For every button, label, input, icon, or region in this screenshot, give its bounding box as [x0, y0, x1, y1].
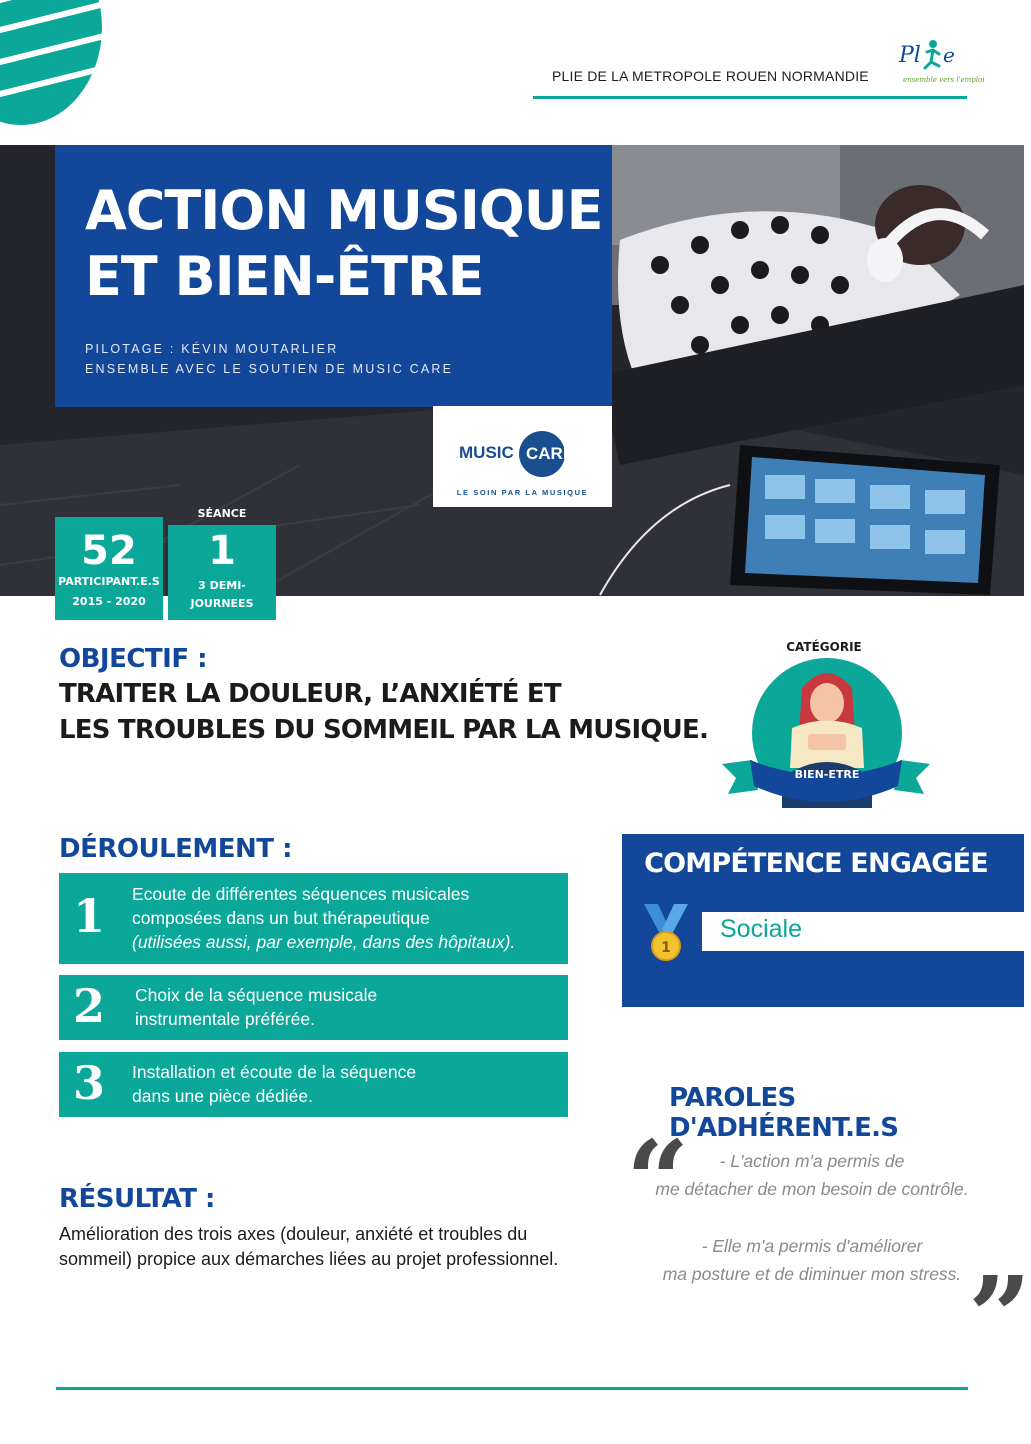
close-quote-icon: ”: [968, 1252, 1031, 1381]
music-care-logo-music: MUSIC: [459, 443, 514, 462]
step-2-line-1: Choix de la séquence musicale: [135, 985, 378, 1005]
deroulement-heading: DÉROULEMENT :: [59, 834, 292, 864]
svg-text:e: e: [943, 43, 955, 67]
medal-icon: [640, 902, 692, 964]
stat-participants-label: PARTICIPANT.E.S: [58, 575, 160, 588]
step-3-line-1: Installation et écoute de la séquence: [132, 1062, 417, 1082]
organization-name: PLIE DE LA METROPOLE ROUEN NORMANDIE: [552, 68, 869, 84]
stat-participants-years: 2015 - 2020: [72, 595, 146, 608]
resultat-text: [59, 1222, 619, 1272]
step-2-number: 2: [73, 979, 106, 1033]
competence-value: Sociale: [720, 915, 802, 943]
open-quote-icon: “: [626, 1116, 690, 1245]
plie-logo: [893, 36, 985, 88]
step-1-line-2: composées dans un but thérapeutique: [132, 908, 430, 928]
stat-seance-caption: SÉANCE: [197, 507, 247, 520]
svg-text:ensemble vers l'emploi: ensemble vers l'emploi: [903, 76, 985, 84]
svg-text:Pl: Pl: [899, 43, 921, 68]
quote-2-line-2: ma posture et de diminuer mon stress.: [662, 1264, 962, 1284]
subtitle-pilotage: PILOTAGE : KÉVIN MOUTARLIER: [85, 342, 339, 356]
subtitle-partner: ENSEMBLE AVEC LE SOUTIEN DE MUSIC CARE: [85, 362, 454, 376]
header-divider: [533, 96, 967, 99]
paroles-heading: PAROLES D'ADHÉRENT.E.S: [669, 1083, 899, 1143]
page-title: [85, 178, 602, 310]
title-line-2: ET BIEN-ÊTRE: [85, 245, 484, 308]
stat-seance-label: 3 DEMI-JOURNEES: [190, 579, 254, 610]
decorative-circle: [0, 0, 102, 125]
stat-participants: [55, 517, 163, 620]
step-1: [59, 873, 568, 964]
step-3-line-2: dans une pièce dédiée.: [132, 1086, 313, 1106]
resultat-heading: RÉSULTAT :: [59, 1184, 215, 1214]
stat-participants-number: 52: [81, 528, 137, 574]
music-care-logo-care: CARE: [526, 444, 575, 463]
step-1-line-3: (utilisées aussi, par exemple, dans des hôpitaux).: [132, 932, 516, 952]
resultat-line-1: Amélioration des trois axes (douleur, anxiété et troubles du: [59, 1224, 528, 1244]
music-care-logo: [433, 406, 612, 507]
resultat-line-2: sommeil) propice aux démarches liées au projet professionnel.: [59, 1249, 559, 1269]
step-1-line-1: Ecoute de différentes séquences musicales: [132, 884, 470, 904]
category-label: CATÉGORIE: [786, 640, 862, 654]
quote-1-line-2: me détacher de mon besoin de contrôle.: [655, 1179, 969, 1199]
stat-seance-number: 1: [208, 528, 236, 574]
quote-2-line-1: - Elle m'a permis d'améliorer: [701, 1236, 923, 1256]
svg-text:1: 1: [661, 940, 671, 956]
category-value: BIEN-ETRE: [794, 768, 860, 781]
step-3-number: 3: [73, 1056, 106, 1110]
objectif-heading: OBJECTIF :: [59, 644, 208, 674]
footer-divider: [56, 1387, 968, 1390]
objectif-line-2: LES TROUBLES DU SOMMEIL PAR LA MUSIQUE.: [59, 715, 709, 745]
objectif-line-1: TRAITER LA DOULEUR, L’ANXIÉTÉ ET: [59, 679, 561, 709]
title-line-1: ACTION MUSIQUE: [85, 179, 603, 242]
step-1-number: 1: [73, 889, 106, 943]
stat-seance: [168, 525, 276, 620]
step-2: [59, 975, 568, 1040]
competence-heading: COMPÉTENCE ENGAGÉE: [644, 848, 988, 879]
step-2-line-2: instrumentale préférée.: [135, 1009, 315, 1029]
music-care-tagline: LE SOIN PAR LA MUSIQUE: [456, 488, 589, 497]
step-3: [59, 1052, 568, 1117]
quote-1-line-1: - L'action m'a permis de: [719, 1151, 905, 1171]
